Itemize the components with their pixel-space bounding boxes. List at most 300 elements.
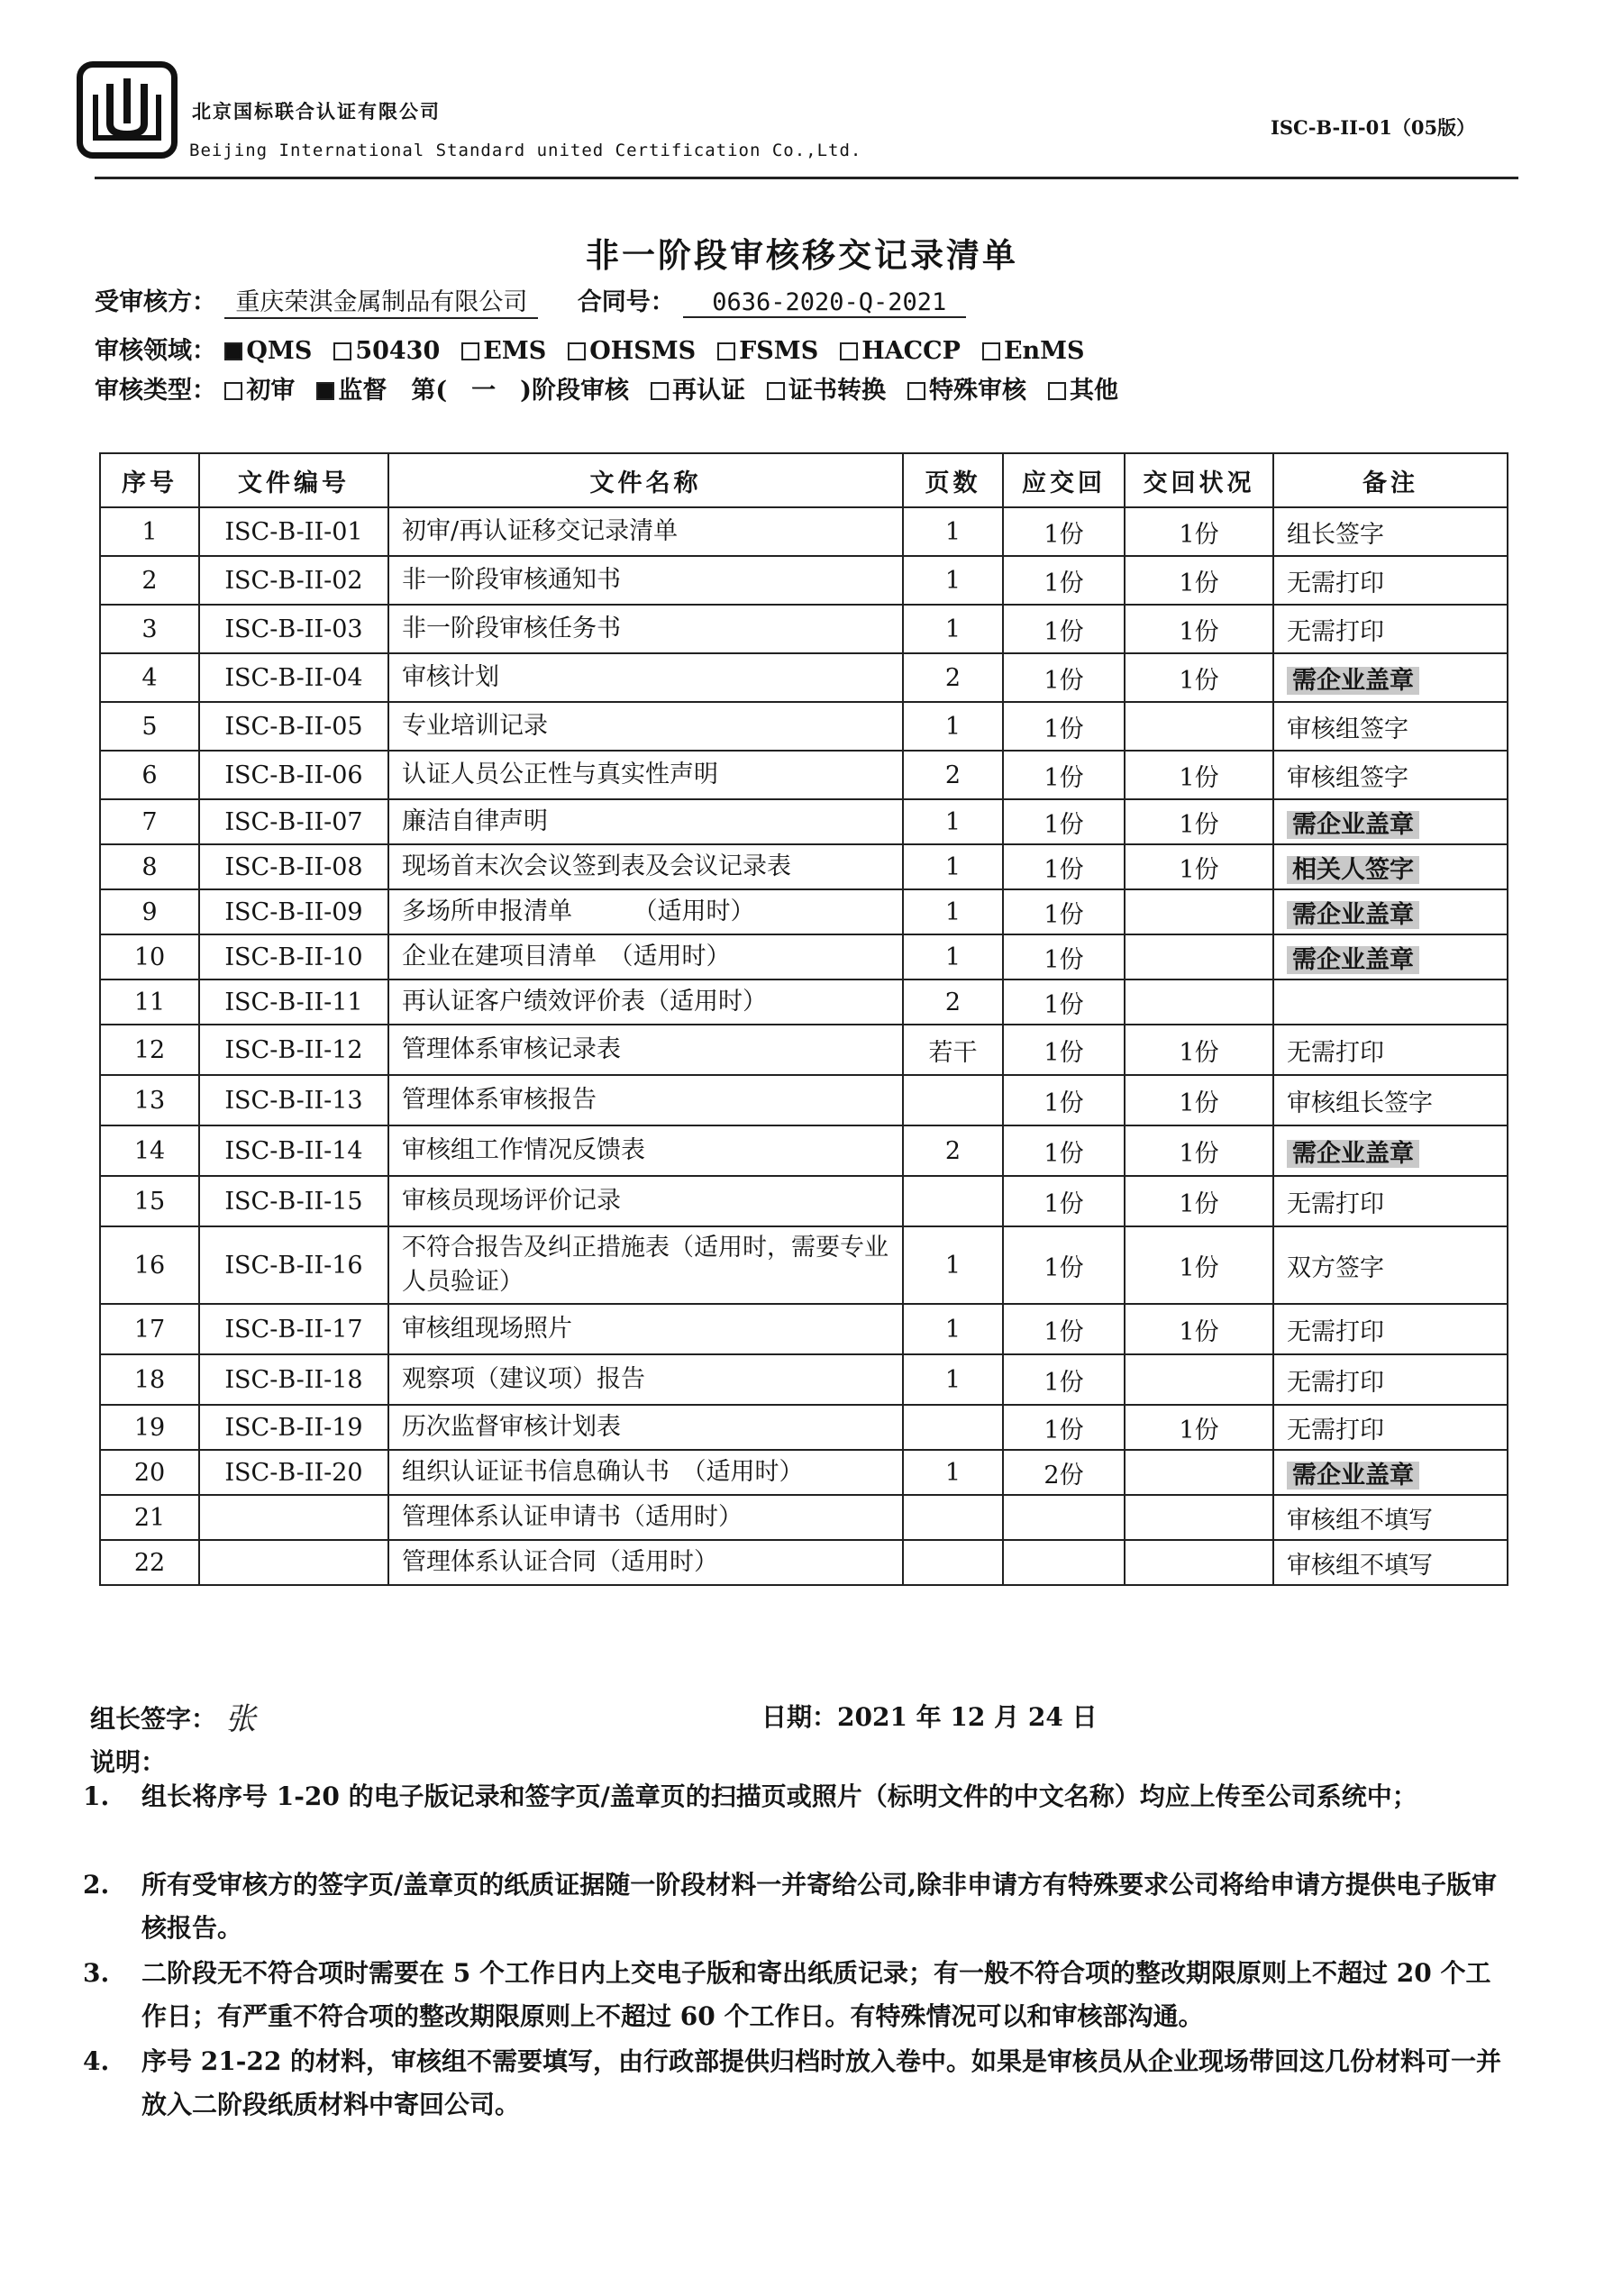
returned-cell (1125, 653, 1273, 702)
pages-cell (903, 1125, 1003, 1176)
table-row (100, 751, 1508, 799)
file-name-cell-text: 廉洁自律声明 (402, 807, 548, 835)
option-label: 50430 (355, 337, 441, 365)
seq-cell (100, 1540, 199, 1585)
due-cell-text: 1份 (1044, 520, 1084, 549)
col-header-file-name: 文件名称 (388, 453, 903, 507)
remark-cell (1273, 844, 1508, 889)
seq-cell-text: 12 (133, 1035, 166, 1064)
table-row (100, 1540, 1508, 1585)
returned-cell (1125, 844, 1273, 889)
file-name-cell (388, 751, 903, 799)
remark-cell (1273, 1025, 1508, 1075)
returned-cell-text: 1份 (1179, 1038, 1219, 1067)
file-no-cell-text: ISC-B-II-06 (224, 761, 363, 789)
table-row (100, 1405, 1508, 1450)
table-row (100, 1125, 1508, 1176)
seq-cell-text: 8 (141, 852, 158, 881)
table-row (100, 653, 1508, 702)
pages-cell (903, 1075, 1003, 1125)
seq-cell-text: 10 (133, 943, 166, 971)
due-cell (1003, 507, 1125, 556)
pages-cell (903, 1226, 1003, 1304)
returned-cell-text: 1份 (1179, 520, 1219, 549)
file-name-cell (388, 653, 903, 702)
remark-cell (1273, 934, 1508, 979)
checked-box-icon (224, 342, 242, 360)
file-name-cell-text: 管理体系认证合同（适用时） (402, 1548, 718, 1576)
file-no-cell (199, 1176, 388, 1226)
file-name-cell-text: 管理体系审核记录表 (402, 1035, 621, 1063)
file-name-cell (388, 934, 903, 979)
col-header-returned: 交回状况 (1125, 453, 1273, 507)
seq-cell-text: 17 (133, 1315, 166, 1344)
file-name-cell (388, 1450, 903, 1495)
seq-cell (100, 1450, 199, 1495)
file-no-cell-text: ISC-B-II-12 (224, 1035, 363, 1064)
seq-cell-text: 5 (141, 712, 158, 741)
file-no-cell (199, 979, 388, 1025)
due-cell (1003, 934, 1125, 979)
pages-cell (903, 1450, 1003, 1495)
file-name-cell-text: 审核员现场评价记录 (402, 1187, 621, 1215)
returned-cell-text: 1份 (1179, 617, 1219, 646)
file-name-cell-text: 审核组现场照片 (402, 1315, 572, 1343)
contract-label: 合同号： (577, 288, 675, 316)
due-cell-text: 1份 (1044, 715, 1084, 743)
remark-cell-text: 无需打印 (1287, 1189, 1384, 1218)
file-no-cell-text: ISC-B-II-04 (224, 663, 363, 692)
checked-box-icon (316, 382, 334, 400)
note-text: 二阶段无不符合项时需要在 5 个工作日内上交电子版和寄出纸质记录；有一般不符合项的整改期限原则上不超过 20 个工作日；有严重不符合项的整改期限原则上不超过 60 个工作日。有特殊情况可以和审核部沟通。 (141, 1958, 1491, 2031)
due-cell (1003, 702, 1125, 751)
seq-cell-text: 16 (133, 1251, 166, 1280)
option-item (907, 377, 1026, 405)
returned-cell (1125, 1125, 1273, 1176)
option-item (333, 337, 440, 365)
table-row (100, 507, 1508, 556)
checkbox-icon (333, 342, 351, 360)
file-no-cell (199, 507, 388, 556)
table-row (100, 934, 1508, 979)
returned-cell (1125, 1226, 1273, 1304)
seq-cell (100, 799, 199, 844)
seq-cell (100, 702, 199, 751)
logo-mark-icon (83, 68, 171, 152)
due-cell (1003, 1176, 1125, 1226)
col-header-seq: 序号 (100, 453, 199, 507)
file-no-cell (199, 1495, 388, 1540)
file-no-cell (199, 1304, 388, 1354)
seq-cell (100, 556, 199, 605)
file-name-cell-text: 非一阶段审核任务书 (402, 615, 621, 642)
returned-cell (1125, 751, 1273, 799)
form-code: ISC-B-II-01（05版） (1271, 116, 1476, 139)
file-no-cell (199, 934, 388, 979)
due-cell-text: 1份 (1044, 1089, 1084, 1117)
pages-cell (903, 1304, 1003, 1354)
seq-cell (100, 605, 199, 653)
option-label: FSMS (739, 337, 819, 365)
remark-cell-text: 需企业盖章 (1287, 946, 1419, 974)
pages-cell-text: 1 (944, 1315, 961, 1344)
due-cell (1003, 751, 1125, 799)
file-no-cell (199, 1540, 388, 1585)
file-name-cell (388, 1304, 903, 1354)
file-no-cell-text: ISC-B-II-10 (224, 943, 363, 971)
table-row (100, 702, 1508, 751)
file-name-cell-text: 非一阶段审核通知书 (402, 566, 621, 594)
pages-cell-text: 1 (944, 615, 961, 643)
returned-cell (1125, 1495, 1273, 1540)
file-no-cell (199, 1450, 388, 1495)
remark-cell (1273, 556, 1508, 605)
due-cell (1003, 1304, 1125, 1354)
seq-cell-text: 18 (133, 1365, 166, 1394)
note-text: 序号 21-22 的材料，审核组不需要填写，由行政部提供归档时放入卷中。如果是审核员从企业现场带回这几份材料可一并放入二阶段纸质材料中寄回公司。 (141, 2046, 1502, 2119)
pages-cell (903, 751, 1003, 799)
pages-cell-text: 1 (944, 897, 961, 926)
returned-cell-text: 1份 (1179, 569, 1219, 597)
remark-cell (1273, 979, 1508, 1025)
company-name-cn: 北京国标联合认证有限公司 (192, 100, 441, 123)
file-no-cell-text: ISC-B-II-20 (224, 1458, 363, 1487)
file-name-cell (388, 1176, 903, 1226)
table-row (100, 1354, 1508, 1405)
file-no-cell-text: ISC-B-II-03 (224, 615, 363, 643)
table-row (100, 1495, 1508, 1540)
pages-cell-text: 1 (944, 943, 961, 971)
seq-cell-text: 22 (133, 1548, 166, 1577)
checkbox-icon (767, 382, 785, 400)
seq-cell (100, 507, 199, 556)
checkbox-icon (717, 342, 735, 360)
returned-cell-text: 1份 (1179, 763, 1219, 792)
remark-cell-text: 需企业盖章 (1287, 1140, 1419, 1168)
seq-cell-text: 15 (133, 1187, 166, 1216)
seq-cell-text: 14 (133, 1136, 166, 1165)
table-row (100, 1176, 1508, 1226)
remark-cell (1273, 653, 1508, 702)
seq-cell-text: 7 (141, 807, 158, 836)
seq-cell-text: 3 (141, 615, 158, 643)
seq-cell (100, 889, 199, 934)
pages-cell-text: 1 (944, 517, 961, 546)
due-cell-text: 1份 (1044, 1317, 1084, 1346)
due-cell (1003, 844, 1125, 889)
due-cell-text: 1份 (1044, 945, 1084, 974)
note-number: 2. (83, 1870, 110, 1900)
file-name-cell-text: 企业在建项目清单 （适用时） (402, 943, 731, 970)
returned-cell-text: 1份 (1179, 855, 1219, 884)
due-cell-text: 1份 (1044, 810, 1084, 839)
file-name-cell (388, 1495, 903, 1540)
remark-cell-text: 审核组不填写 (1287, 1506, 1433, 1535)
returned-cell (1125, 1540, 1273, 1585)
file-name-cell-text: 管理体系认证申请书（适用时） (402, 1503, 743, 1531)
remark-cell (1273, 1226, 1508, 1304)
pages-cell-text: 2 (944, 1136, 961, 1165)
seq-cell (100, 844, 199, 889)
checkbox-icon (1048, 382, 1066, 400)
seq-cell-text: 6 (141, 761, 158, 789)
pages-cell-text: 1 (944, 566, 961, 595)
returned-cell (1125, 889, 1273, 934)
option-label: QMS (246, 337, 313, 365)
returned-cell (1125, 1025, 1273, 1075)
file-no-cell (199, 1354, 388, 1405)
file-no-cell (199, 799, 388, 844)
file-name-cell-text: 初审/再认证移交记录清单 (402, 517, 679, 545)
company-name-en: Beijing International Standard united Certification Co.,Ltd. (189, 141, 862, 160)
pages-cell-text: 1 (944, 807, 961, 836)
seq-cell (100, 1176, 199, 1226)
pages-cell-text: 1 (944, 852, 961, 881)
file-no-cell-text: ISC-B-II-09 (224, 897, 363, 926)
checkbox-icon (907, 382, 925, 400)
file-no-cell (199, 653, 388, 702)
remark-cell-text: 审核组签字 (1287, 763, 1408, 792)
remark-cell (1273, 889, 1508, 934)
pages-cell (903, 1495, 1003, 1540)
remark-cell (1273, 1354, 1508, 1405)
option-label: EMS (483, 337, 547, 365)
col-header-pages: 页数 (903, 453, 1003, 507)
seq-cell (100, 1226, 199, 1304)
due-cell (1003, 1495, 1125, 1540)
returned-cell (1125, 1405, 1273, 1450)
returned-cell (1125, 702, 1273, 751)
due-cell-text: 1份 (1044, 1139, 1084, 1168)
due-cell-text: 1份 (1044, 1038, 1084, 1067)
option-item (651, 377, 745, 405)
file-no-cell (199, 556, 388, 605)
option-label: OHSMS (589, 337, 697, 365)
option-item (461, 337, 546, 365)
pages-cell (903, 934, 1003, 979)
seq-cell (100, 934, 199, 979)
notes-title: 说明： (90, 1747, 167, 1777)
type-label: 审核类型： (95, 377, 216, 405)
auditee-label: 受审核方： (95, 288, 216, 316)
seq-cell (100, 979, 199, 1025)
col-header-file-no: 文件编号 (199, 453, 388, 507)
seq-cell (100, 1354, 199, 1405)
file-no-cell-text: ISC-B-II-19 (224, 1413, 363, 1442)
file-no-cell-text: ISC-B-II-02 (224, 566, 363, 595)
remark-cell-text: 需企业盖章 (1287, 667, 1419, 695)
pages-cell (903, 556, 1003, 605)
file-name-cell (388, 702, 903, 751)
returned-cell (1125, 1354, 1273, 1405)
table-header-row (100, 453, 1508, 507)
remark-cell (1273, 1540, 1508, 1585)
file-no-cell-text: ISC-B-II-01 (224, 517, 363, 546)
file-no-cell (199, 1125, 388, 1176)
due-cell (1003, 1540, 1125, 1585)
pages-cell-text: 1 (944, 1365, 961, 1394)
returned-cell (1125, 934, 1273, 979)
file-name-cell (388, 1540, 903, 1585)
pages-cell (903, 653, 1003, 702)
remark-cell (1273, 1450, 1508, 1495)
file-name-cell (388, 556, 903, 605)
file-no-cell-text: ISC-B-II-08 (224, 852, 363, 881)
due-cell (1003, 889, 1125, 934)
note-item (83, 1863, 1507, 1950)
checkbox-icon (651, 382, 669, 400)
pages-cell-text: 2 (944, 761, 961, 789)
returned-cell (1125, 799, 1273, 844)
returned-cell-text: 1份 (1179, 1317, 1219, 1346)
file-name-cell (388, 1354, 903, 1405)
remark-cell (1273, 1125, 1508, 1176)
handover-table (99, 452, 1508, 1586)
leader-signature: 张 (225, 1701, 256, 1737)
file-no-cell-text: ISC-B-II-13 (224, 1086, 363, 1115)
returned-cell (1125, 556, 1273, 605)
returned-cell (1125, 1450, 1273, 1495)
seq-cell (100, 1075, 199, 1125)
due-cell-text: 1份 (1044, 900, 1084, 929)
remark-cell-text: 审核组不填写 (1287, 1551, 1433, 1580)
file-name-cell-text: 管理体系审核报告 (402, 1086, 597, 1114)
remark-cell-text: 需企业盖章 (1287, 901, 1419, 929)
option-label: 证书转换 (788, 377, 886, 405)
remark-cell (1273, 1176, 1508, 1226)
due-cell (1003, 605, 1125, 653)
file-no-cell-text: ISC-B-II-18 (224, 1365, 363, 1394)
pages-cell-text: 2 (944, 663, 961, 692)
col-header-remarks: 备注 (1273, 453, 1508, 507)
option-item (840, 337, 961, 365)
file-no-cell-text: ISC-B-II-11 (224, 988, 363, 1016)
note-text: 组长将序号 1-20 的电子版记录和签字页/盖章页的扫描页或照片（标明文件的中文名称）均应上传至公司系统中； (141, 1781, 1417, 1811)
option-item (1048, 377, 1118, 405)
seq-cell (100, 1304, 199, 1354)
table-row (100, 605, 1508, 653)
file-name-cell (388, 507, 903, 556)
table-row (100, 1450, 1508, 1495)
checkbox-icon (224, 382, 242, 400)
file-name-cell-text: 观察项（建议项）报告 (402, 1365, 645, 1393)
auditee-line (95, 282, 966, 319)
due-cell (1003, 1354, 1125, 1405)
document-title: 非一阶段审核移交记录清单 (586, 235, 1018, 275)
due-cell (1003, 1025, 1125, 1075)
seq-cell-text: 13 (133, 1086, 166, 1115)
type-options (224, 377, 1140, 405)
due-cell-text: 1份 (1044, 1253, 1084, 1282)
fields-options (224, 337, 1106, 365)
seq-cell (100, 1125, 199, 1176)
option-label: HACCP (861, 337, 961, 365)
pages-cell (903, 702, 1003, 751)
pages-cell (903, 844, 1003, 889)
seq-cell-text: 21 (133, 1503, 166, 1532)
file-no-cell (199, 844, 388, 889)
file-name-cell (388, 1075, 903, 1125)
remark-cell-text: 相关人签字 (1287, 856, 1419, 884)
due-cell-text: 1份 (1044, 763, 1084, 792)
due-cell-text: 1份 (1044, 855, 1084, 884)
seq-cell (100, 751, 199, 799)
due-cell-text: 1份 (1044, 666, 1084, 695)
table-row (100, 556, 1508, 605)
leader-signature-label: 组长签字： (90, 1704, 217, 1734)
returned-cell (1125, 1075, 1273, 1125)
file-no-cell-text: ISC-B-II-14 (224, 1136, 363, 1165)
file-name-cell (388, 889, 903, 934)
note-number: 1. (83, 1781, 110, 1811)
due-cell (1003, 1450, 1125, 1495)
returned-cell (1125, 1304, 1273, 1354)
audit-fields-line (95, 331, 1107, 366)
remark-cell (1273, 1495, 1508, 1540)
due-cell (1003, 979, 1125, 1025)
option-label: EnMS (1003, 337, 1085, 365)
pages-cell-text: 若干 (928, 1038, 978, 1067)
checkbox-icon (982, 342, 1000, 360)
file-name-cell (388, 1226, 903, 1304)
file-no-cell-text: ISC-B-II-17 (224, 1315, 363, 1344)
file-no-cell-text: ISC-B-II-16 (224, 1251, 363, 1280)
table-row (100, 1226, 1508, 1304)
col-header-due: 应交回 (1003, 453, 1125, 507)
file-no-cell (199, 1405, 388, 1450)
sign-date: 日期：2021 年 12 月 24 日 (761, 1702, 1098, 1732)
file-name-cell (388, 1405, 903, 1450)
file-no-cell (199, 1226, 388, 1304)
option-item (224, 337, 312, 365)
pages-cell (903, 605, 1003, 653)
seq-cell (100, 1405, 199, 1450)
pages-cell-text: 1 (944, 1251, 961, 1280)
file-name-cell (388, 605, 903, 653)
file-name-cell-text: 审核组工作情况反馈表 (402, 1136, 645, 1164)
due-cell-text: 1份 (1044, 569, 1084, 597)
file-name-cell (388, 979, 903, 1025)
option-label: 其他 (1069, 377, 1118, 405)
file-name-cell-text: 不符合报告及纠正措施表（适用时，需要专业人员验证） (402, 1234, 889, 1296)
returned-cell (1125, 507, 1273, 556)
file-name-cell-text: 认证人员公正性与真实性声明 (402, 761, 718, 788)
remark-cell (1273, 1405, 1508, 1450)
due-cell (1003, 1075, 1125, 1125)
seq-cell (100, 1025, 199, 1075)
remark-cell-text: 需企业盖章 (1287, 811, 1419, 839)
table-row (100, 844, 1508, 889)
returned-cell (1125, 1176, 1273, 1226)
due-cell-text: 1份 (1044, 1416, 1084, 1444)
returned-cell (1125, 979, 1273, 1025)
remark-cell (1273, 702, 1508, 751)
file-no-cell-text: ISC-B-II-05 (224, 712, 363, 741)
due-cell (1003, 1405, 1125, 1450)
audit-type-line (95, 370, 1140, 405)
table-row (100, 799, 1508, 844)
due-cell-text: 1份 (1044, 617, 1084, 646)
pages-cell (903, 1405, 1003, 1450)
table-row (100, 1025, 1508, 1075)
file-name-cell (388, 1025, 903, 1075)
header-divider (95, 177, 1518, 179)
due-cell (1003, 799, 1125, 844)
file-no-cell-text: ISC-B-II-07 (224, 807, 363, 836)
returned-cell-text: 1份 (1179, 1189, 1219, 1218)
option-item (568, 337, 696, 365)
file-name-cell-text: 历次监督审核计划表 (402, 1413, 621, 1441)
